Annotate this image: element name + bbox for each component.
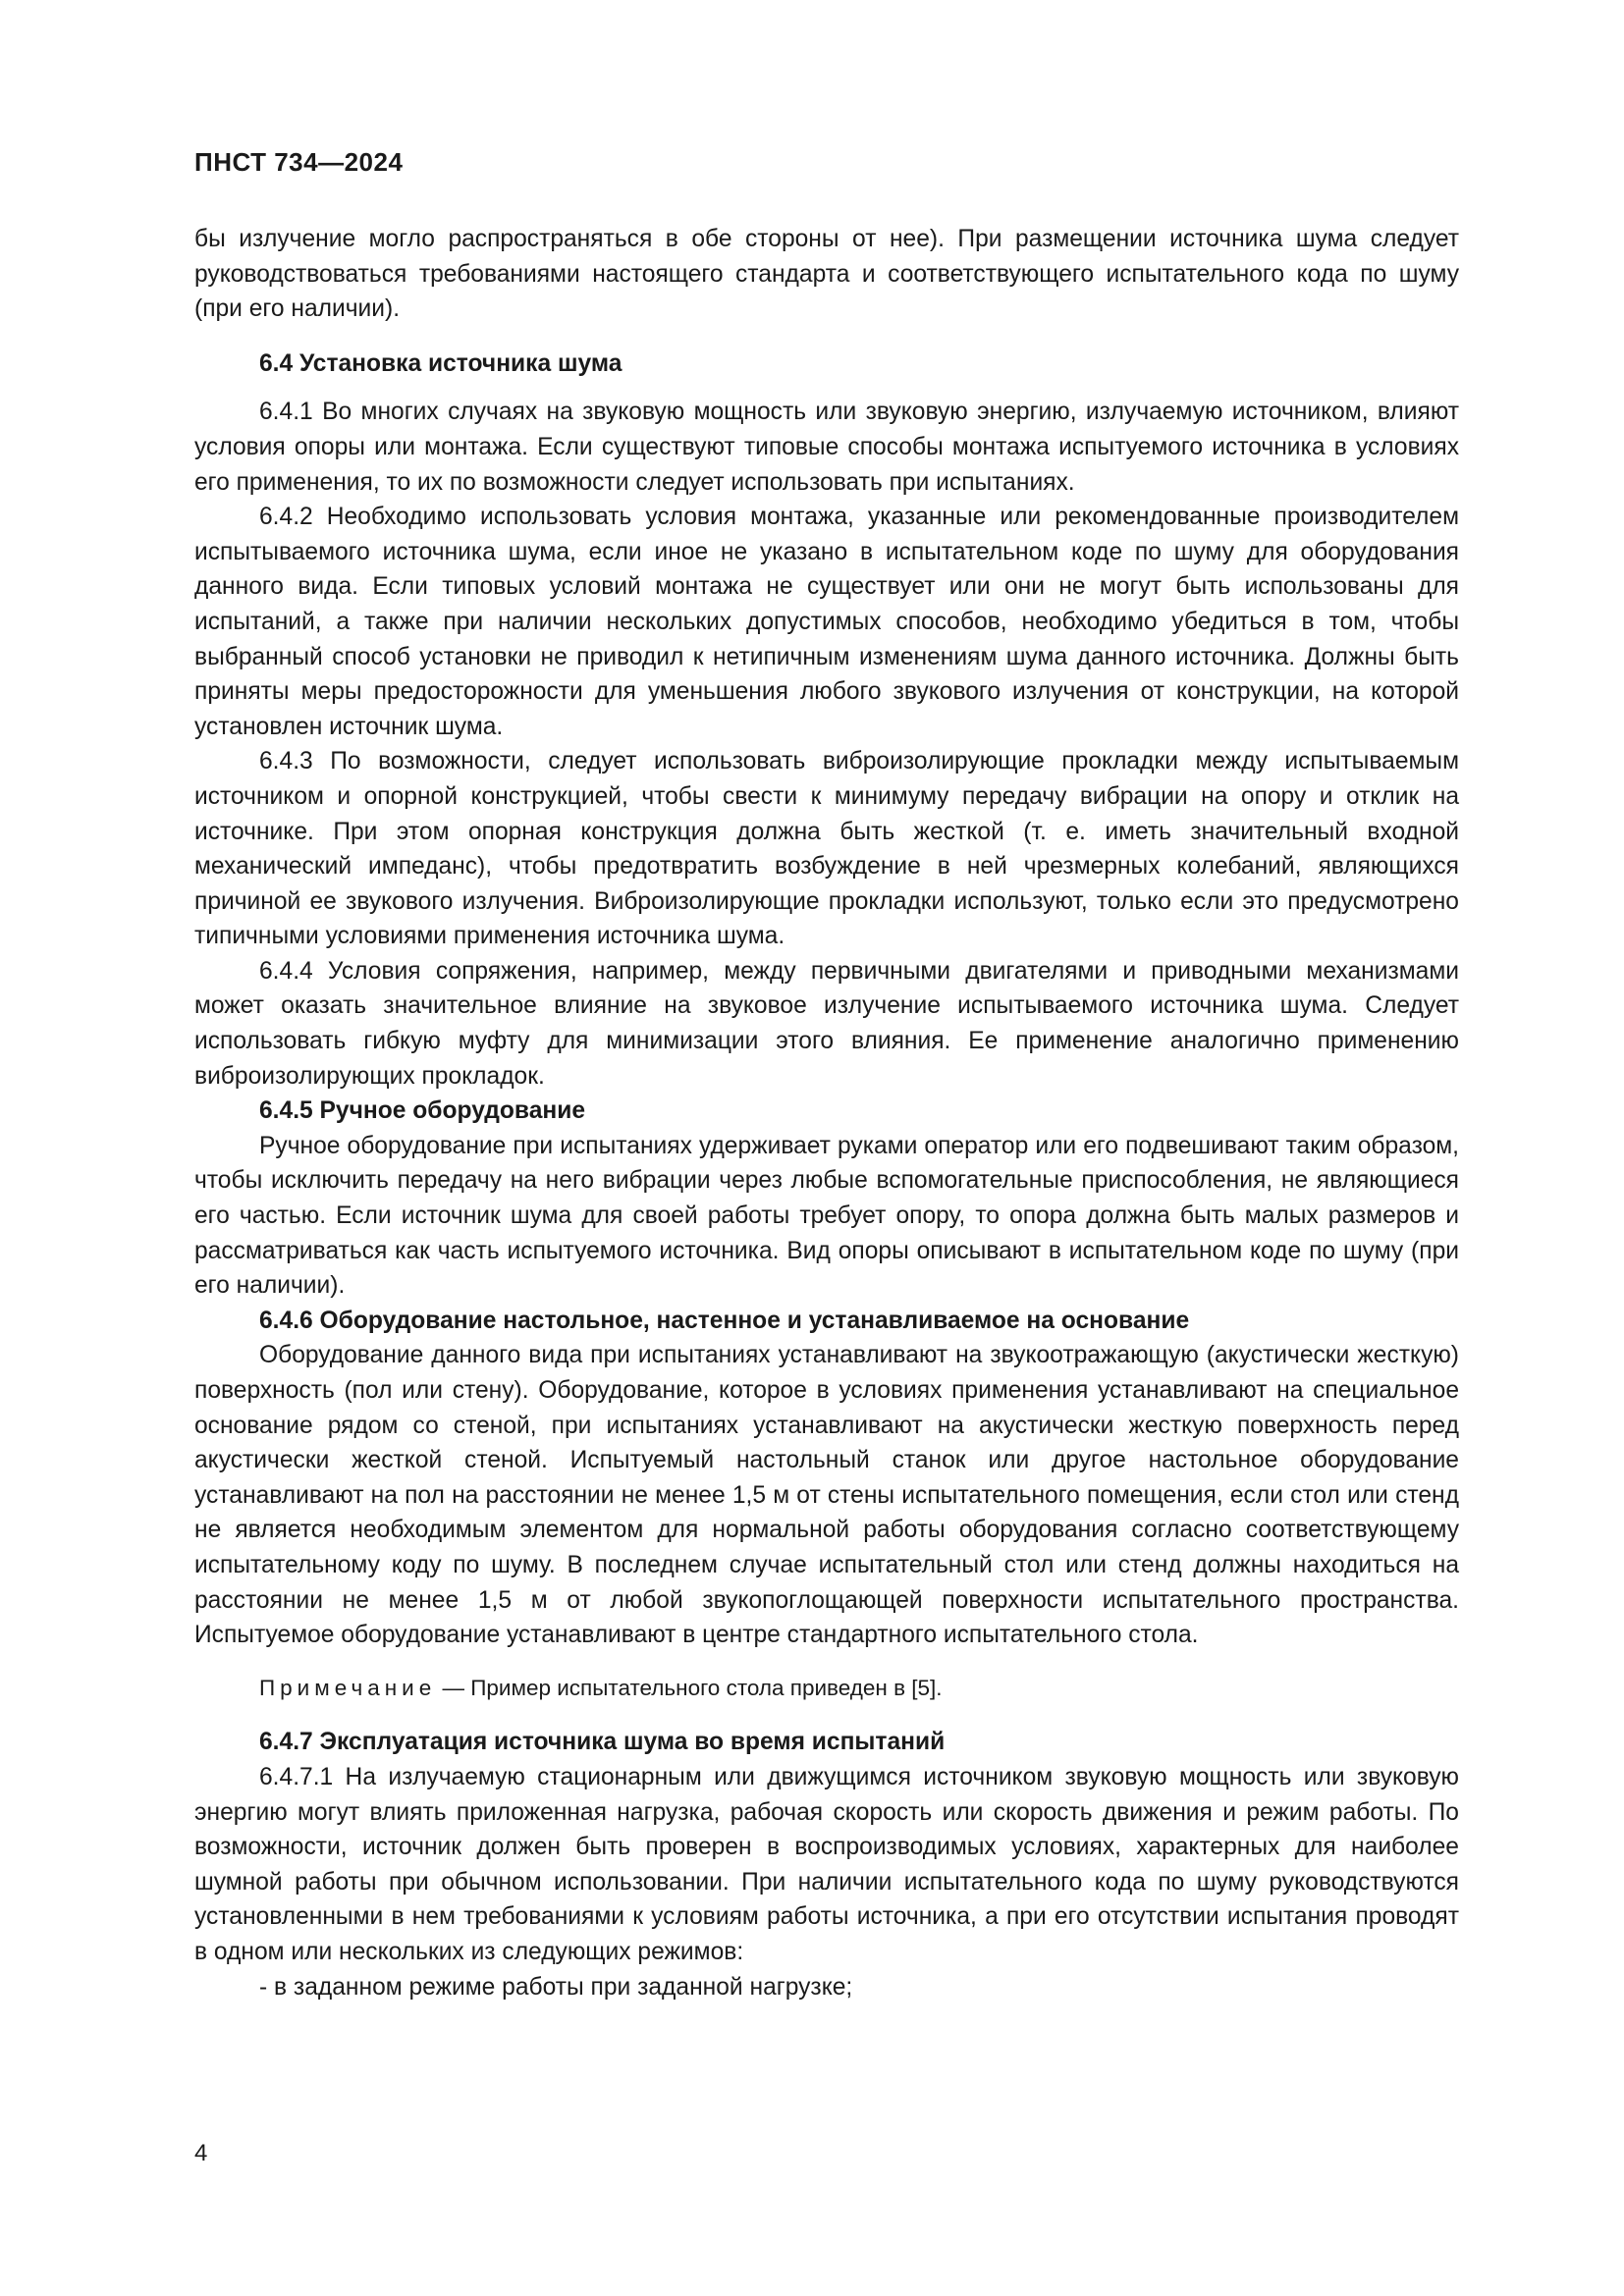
paragraph-intro: бы излучение могло распространяться в обе стороны от нее). При размещении источника шума следует руководствоваться требованиями настоящего стандарта и соответствующего испытательного кода по шуму (при его наличии). bbox=[194, 226, 1459, 323]
section-heading-6-4-5: 6.4.5 Ручное оборудование bbox=[259, 1097, 586, 1125]
section-heading-6-4-7: 6.4.7 Эксплуатация источника шума во время испытаний bbox=[259, 1729, 946, 1756]
section-heading-6-4-6: 6.4.6 Оборудование настольное, настенное и устанавливаемое на основание bbox=[259, 1307, 1190, 1334]
paragraph-6-4-6: Оборудование данного вида при испытаниях устанавливают на звукоотражающую (акустически жесткую) поверхность (пол или стену). Оборудование, которое в условиях применения устанавливают на специальное основание рядом со стеной, при испытаниях устанавливают на акустически жесткую поверхность перед акустически жесткой стеной. Испытуемый настольный станок или другое настольное оборудование устанавливают на пол на расстоянии не менее 1,5 м от стены испытательного помещения, если стол или стенд не является необходимым элементом для нормальной работы оборудования согласно соответствующему испытательному коду по шуму. В последнем случае испытательный стол или стенд должны находиться на расстоянии не менее 1,5 м от любой звукопоглощающей поверхности испытательного пространства. Испытуемое оборудование устанавливают в центре стандартного испытательного стола. bbox=[194, 1342, 1459, 1649]
paragraph-6-4-5: Ручное оборудование при испытаниях удерживает руками оператор или его подвешивают таким образом, чтобы исключить передачу на него вибрации через любые вспомогательные приспособления, не являющиеся его частью. Если источник шума для своей работы требует опору, то опора должна быть малых размеров и рассматриваться как часть испытуемого источника. Вид опоры описывают в испытательном коде по шуму (при его наличии). bbox=[194, 1132, 1459, 1300]
page-number: 4 bbox=[194, 2140, 208, 2166]
paragraph-6-4-3: 6.4.3 По возможности, следует использовать виброизолирующие прокладки между испытываемым источником и опорной конструкцией, чтобы свести к минимуму передачу вибрации на опору и отклик на источнике. При этом опорная конструкция должна быть жесткой (т. е. иметь значительный входной механический импеданс), чтобы предотвратить возбуждение в ней чрезмерных колебаний, являющихся причиной ее звукового излучения. Виброизолирующие прокладки используют, только если это предусмотрено типичными условиями применения источника шума. bbox=[194, 748, 1459, 950]
paragraph-6-4-4: 6.4.4 Условия сопряжения, например, между первичными двигателями и приводными механизмами может оказать значительное влияние на звуковое излучение испытываемого источника шума. Следует использовать гибкую муфту для минимизации этого влияния. Ее применение аналогично применению виброизолирующих прокладок. bbox=[194, 957, 1459, 1090]
note bbox=[194, 1671, 1459, 1706]
list-item: - в заданном режиме работы при заданной нагрузке; bbox=[259, 1973, 853, 2001]
section-heading-6-4: 6.4 Установка источника шума bbox=[259, 349, 623, 377]
document-body bbox=[194, 222, 1459, 2004]
note-label: Примечание bbox=[259, 1675, 437, 1700]
paragraph-6-4-1: 6.4.1 Во многих случаях на звуковую мощность или звуковую энергию, излучаемую источником, влияют условия опоры или монтажа. Если существуют типовые способы монтажа испытуемого источника в условиях его применения, то их по возможности следует использовать при испытаниях. bbox=[194, 399, 1459, 496]
paragraph-6-4-2: 6.4.2 Необходимо использовать условия монтажа, указанные или рекомендованные производителем испытываемого источника шума, если иное не указано в испытательном коде по шуму для оборудования данного вида. Если типовых условий монтажа не существует или они не могут быть использованы для испытаний, а также при наличии нескольких допустимых способов, необходимо убедиться в том, чтобы выбранный способ установки не приводил к нетипичным изменениям шума данного источника. Должны быть приняты меры предосторожности для уменьшения любого звукового излучения от конструкции, на которой установлен источник шума. bbox=[194, 504, 1459, 740]
note-text: — Пример испытательного стола приведен в [5]. bbox=[436, 1675, 943, 1700]
paragraph-6-4-7-1: 6.4.7.1 На излучаемую стационарным или движущимся источником звуковую мощность или звуковую энергию могут влиять приложенная нагрузка, рабочая скорость или скорость движения и режим работы. По возможности, источник должен быть проверен в воспроизводимых условиях, характерных для наиболее шумной работы при обычном использовании. При наличии испытательного кода по шуму руководствуются установленными в нем требованиями к условиям работы источника, а при его отсутствии испытания проводят в одном или нескольких из следующих режимов: bbox=[194, 1763, 1459, 1965]
document-code-header: ПНСТ 734—2024 bbox=[194, 147, 404, 177]
